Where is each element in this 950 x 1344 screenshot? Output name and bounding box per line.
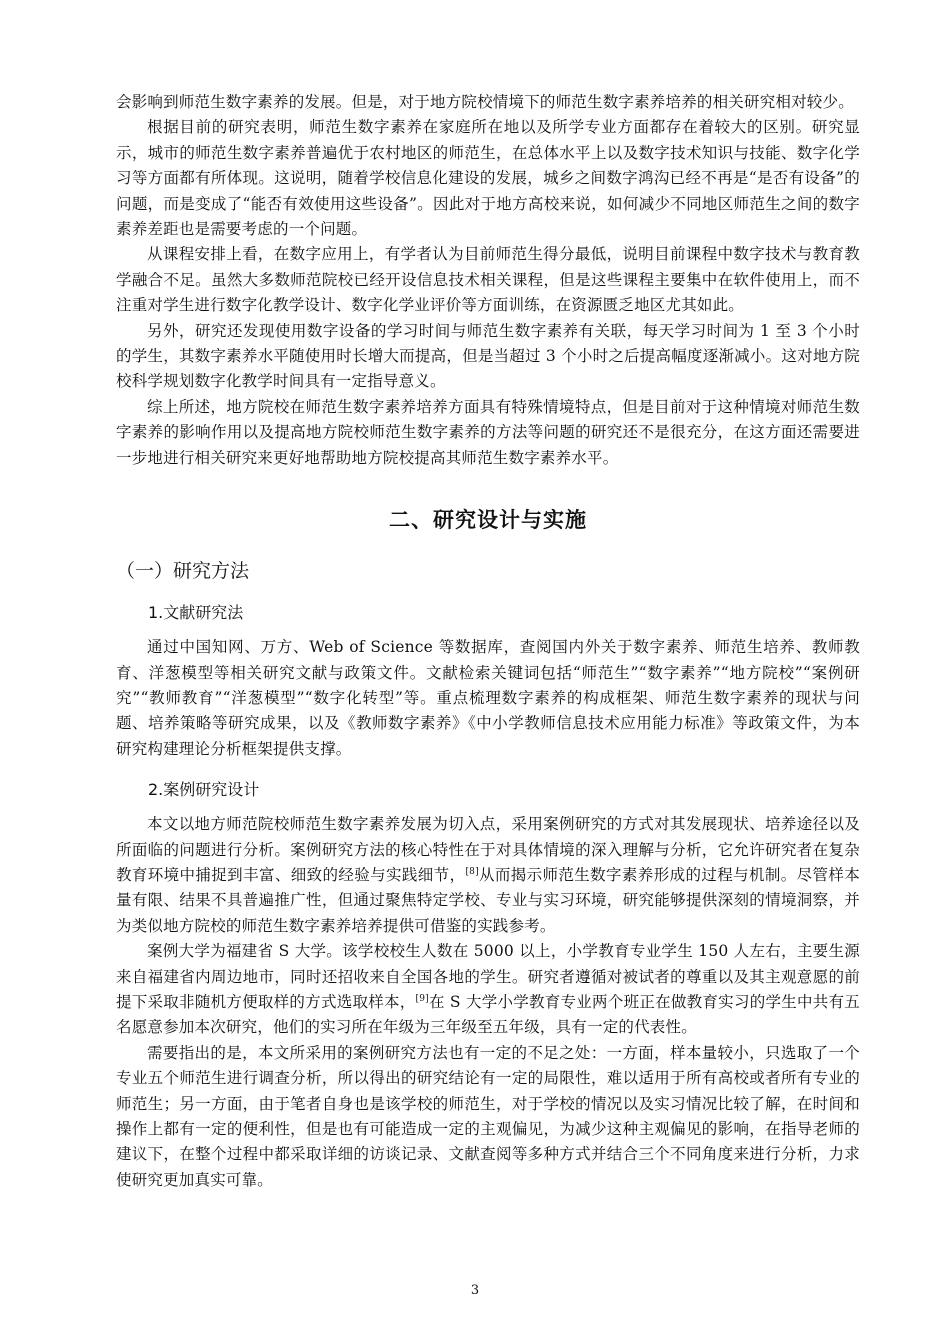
citation-reference: [8] bbox=[465, 866, 479, 877]
paragraph: 综上所述，地方院校在师范生数字素养培养方面具有特殊情境特点，但是目前对于这种情境对师范生数字素养的影响作用以及提高地方院校师范生数字素养的方法等问题的研究还不是很充分，在这方面还需要进一步地进行相关研究来更好地帮助地方院校提高其师范生数字素养水平。 bbox=[116, 397, 860, 467]
paragraph: 通过中国知网、万方、Web of Science 等数据库，查阅国内外关于数字素养、师范生培养、教师教育、洋葱模型等相关研究文献与政策文件。文献检索关键词包括“师范生”“数字素养”“地方院校”“案例研究”“教师教育”“洋葱模型”“数字化转型”等。重点梳理数字素养的构成框架、师范生数字素养的现状与问题、培养策略等研究成果，以及《教师数字素养》《中小学教师信息技术应用能力标准》等政策文件，为本研究构建理论分析框架提供支撑。 bbox=[116, 638, 860, 758]
paragraph-text: 案例大学为福建省 S 大学。该学校校生人数在 5000 以上，小学教育专业学生 150 人左右，主要生源来自福建省内周边地市，同时还招收来自全国各地的学生。研究者遵循对被试者的尊重以及其主观意愿的前提下采取非随机方便取样的方式选取样本， bbox=[116, 942, 860, 1011]
document-page bbox=[116, 90, 860, 1193]
paragraph: 会影响到师范生数字素养的发展。但是，对于地方院校情境下的师范生数字素养培养的相关研究相对较少。 bbox=[116, 93, 854, 111]
page-number: 3 bbox=[470, 1283, 480, 1298]
paragraph: 需要指出的是，本文所采用的案例研究方法也有一定的不足之处：一方面，样本量较小，只选取了一个专业五个师范生进行调查分析，所以得出的研究结论有一定的局限性，难以适用于所有高校或者所有专业的师范生；另一方面，由于笔者自身也是该学校的师范生，对于学校的情况以及实习情况比较了解，在时间和操作上都有一定的便利性，但是也有可能造成一定的主观偏见，为减少这种主观偏见的影响，在指导老师的建议下，在整个过程中都采取详细的访谈记录、文献查阅等多种方式并结合三个不同角度来进行分析，力求使研究更加真实可靠。 bbox=[116, 1043, 860, 1189]
paragraph bbox=[116, 939, 860, 1041]
paragraph-text: 在 S 大学小学教育专业两个班正在做教育实习的学生中共有五名愿意参加本次研究，他们的实习所在年级为三年级至五年级，具有一定的代表性。 bbox=[116, 992, 860, 1037]
paragraph bbox=[116, 812, 860, 939]
paragraph: 从课程安排上看，在数字应用上，有学者认为目前师范生得分最低，说明目前课程中数字技术与教育教学融合不足。虽然大多数师范院校已经开设信息技术相关课程，但是这些课程主要集中在软件使用上，而不注重对学生进行数字化教学设计、数字化学业评价等方面训练，在资源匮乏地区尤其如此。 bbox=[116, 245, 860, 315]
subsection-heading: （一）研究方法 bbox=[116, 560, 250, 583]
section-heading: 二、研究设计与实施 bbox=[389, 508, 587, 533]
paragraph-text: 本文以地方师范院校师范生数字素养发展为切入点，采用案例研究的方式对其发展现状、培养途径以及所面临的问题进行分析。案例研究方法的核心特性在于对具体情境的深入理解与分析，它允许研究者在复杂教育环境中捕捉到丰富、细致的经验与实践细节， bbox=[116, 815, 860, 884]
paragraph-text: 从而揭示师范生数字素养形成的过程与机制。尽管样本量有限、结果不具普遍推广性，但通过聚焦特定学校、专业与实习环境，研究能够提供深刻的情境洞察，并为类似地方院校的师范生数字素养培养提供可借鉴的实践参考。 bbox=[116, 865, 860, 935]
method-heading-literature: 1.文献研究法 bbox=[148, 603, 244, 623]
method-heading-case-study: 2.案例研究设计 bbox=[148, 780, 260, 800]
paragraph: 另外，研究还发现使用数字设备的学习时间与师范生数字素养有关联，每天学习时间为 1 至 3 个小时的学生，其数字素养水平随使用时长增大而提高，但是当超过 3 个小时之后提高幅度逐渐减小。这对地方院校科学规划数字化教学时间具有一定指导意义。 bbox=[116, 321, 860, 391]
citation-reference: [9] bbox=[415, 993, 429, 1004]
paragraph: 根据目前的研究表明，师范生数字素养在家庭所在地以及所学专业方面都存在着较大的区别。研究显示，城市的师范生数字素养普遍优于农村地区的师范生，在总体水平上以及数字技术知识与技能、数字化学习等方面都有所体现。这说明，随着学校信息化建设的发展，城乡之间数字鸿沟已经不再是“是否有设备”的问题，而是变成了“能否有效使用这些设备”。因此对于地方高校来说，如何减少不同地区师范生之间的数字素养差距也是需要考虑的一个问题。 bbox=[116, 118, 860, 239]
